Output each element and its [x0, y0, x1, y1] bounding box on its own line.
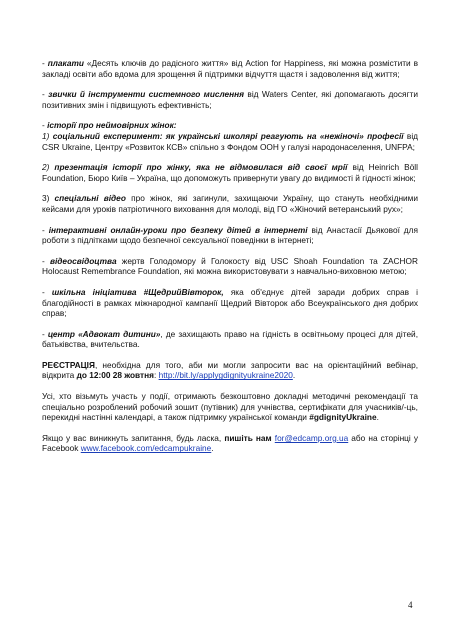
text: . — [376, 412, 379, 423]
emphasis: шкільна ініціатива #ЩедрийВівторок, — [51, 286, 224, 297]
text: Якщо у вас виникнуть запитання, будь ласка, — [42, 432, 225, 443]
paragraph-presentation — [42, 162, 418, 183]
text: . — [211, 443, 214, 454]
emphasis: пишіть нам — [224, 432, 272, 443]
text: яка об'єднує дітей заради добрих справ і благодійності в рамках міжнародної кампанії Щедрий Вівторок або Всеукраїнського дня добрих справ; — [42, 286, 418, 319]
registration-heading: РЕЄСТРАЦІЯ — [42, 359, 95, 370]
hashtag: #gdignityUkraine — [309, 412, 377, 423]
email-link[interactable]: for@edcamp.org.ua — [274, 432, 349, 443]
emphasis: презентація історії про жінку, яка не відмовилася від своєї мрії — [54, 162, 348, 173]
emphasis: плакати — [47, 58, 84, 68]
text: від Heinrich Böll Foundation, Бюро Київ – Україна, що допоможуть привернути увагу до видимості й гідності жінок; — [42, 162, 418, 183]
text: Усі, хто візьмуть участь у події, отримають безкоштовно докладні методичні рекомендації та спеціально розроблений робочий зошит (путівник) для учнівства, сертифікати для учасників/-ць, перекидні настінні календарі, а також підтримку української команди — [42, 391, 418, 423]
text: - — [42, 89, 49, 100]
text: , де захищають право на гідність в освітньому процесі для дітей, батьківства, вчительства. — [42, 328, 418, 350]
emphasis: звички й інструменти системного мислення — [48, 89, 245, 100]
text: від Waters Center, які допомагають досягти позитивних змін і підвищують ефективність; — [42, 89, 419, 110]
paragraph-giving-tuesday — [42, 287, 418, 319]
page-content — [42, 58, 418, 464]
emphasis: інтерактивні онлайн-уроки про безпеку дітей в інтернеті — [48, 224, 308, 235]
facebook-link[interactable]: www.facebook.com/edcampukraine — [80, 443, 212, 454]
text: «Десять ключів до радісного життя» від Action for Happiness, які можна розмістити в закладі освіти або вдома для зрощення й підтримки відчуття щастя і задоволення від життя; — [42, 58, 419, 79]
paragraph-participation — [42, 391, 418, 423]
text: , необхідна для того, аби ми могли запросити вас на орієнтаційний вебінар, відкрита — [42, 359, 418, 381]
text: або на сторінці у Facebook — [42, 432, 418, 454]
text: 3) — [42, 193, 55, 204]
paragraph-online-lessons — [42, 225, 418, 246]
paragraph-contact — [42, 433, 418, 454]
text: . — [292, 370, 296, 381]
text: - — [42, 255, 50, 266]
text: від Анастасії Дьякової для роботи з підлітками щодо безпечної сексуальної поведінки в інтернеті; — [42, 224, 418, 246]
text: 1) — [42, 130, 53, 141]
emphasis: спеціальні відео — [54, 193, 126, 204]
text: - — [42, 120, 48, 131]
text: від CSR Ukraine, Центру «Розвиток КСВ» спільно з Фондом ООН у галузі народонаселення, UNFPA; — [42, 130, 418, 152]
text: - — [42, 224, 49, 235]
text: - — [42, 328, 48, 339]
text: : — [153, 370, 159, 381]
page-number: 4 — [408, 600, 413, 610]
paragraph-women-stories — [42, 120, 418, 152]
paragraph-systems-thinking — [42, 89, 418, 110]
paragraph-videos — [42, 193, 418, 214]
emphasis: соціальний експеримент: як українські школярі реагують на «нежіночі» професії — [52, 130, 404, 141]
text: 2) — [42, 162, 55, 173]
paragraph-testimonies — [42, 256, 418, 277]
paragraph-child-advocate — [42, 329, 418, 350]
text: жертв Голодомору й Голокосту від USC Shoah Foundation та ZACHOR Holocaust Remembrance Foundation, які можна використовувати з навчально-виховною метою; — [42, 255, 418, 277]
emphasis: центр «Адвокат дитини» — [47, 328, 161, 339]
emphasis: історії про неймовірних жінок: — [47, 120, 177, 131]
deadline: до 12:00 28 жовтня — [76, 370, 154, 381]
paragraph-posters — [42, 58, 418, 79]
paragraph-registration — [42, 360, 418, 381]
emphasis: відеосвідоцтва — [49, 255, 117, 266]
text: - — [42, 286, 52, 297]
registration-link[interactable]: http://bit.ly/applygdignityukraine2020 — [158, 370, 293, 381]
text: про жінок, які загинули, захищаючи Україну, що стануть необхідними кейсами для уроків патріотичного виховання для молоді, від ГО «Жіночий ветеранський рух»; — [42, 193, 419, 214]
text: - — [42, 58, 48, 68]
